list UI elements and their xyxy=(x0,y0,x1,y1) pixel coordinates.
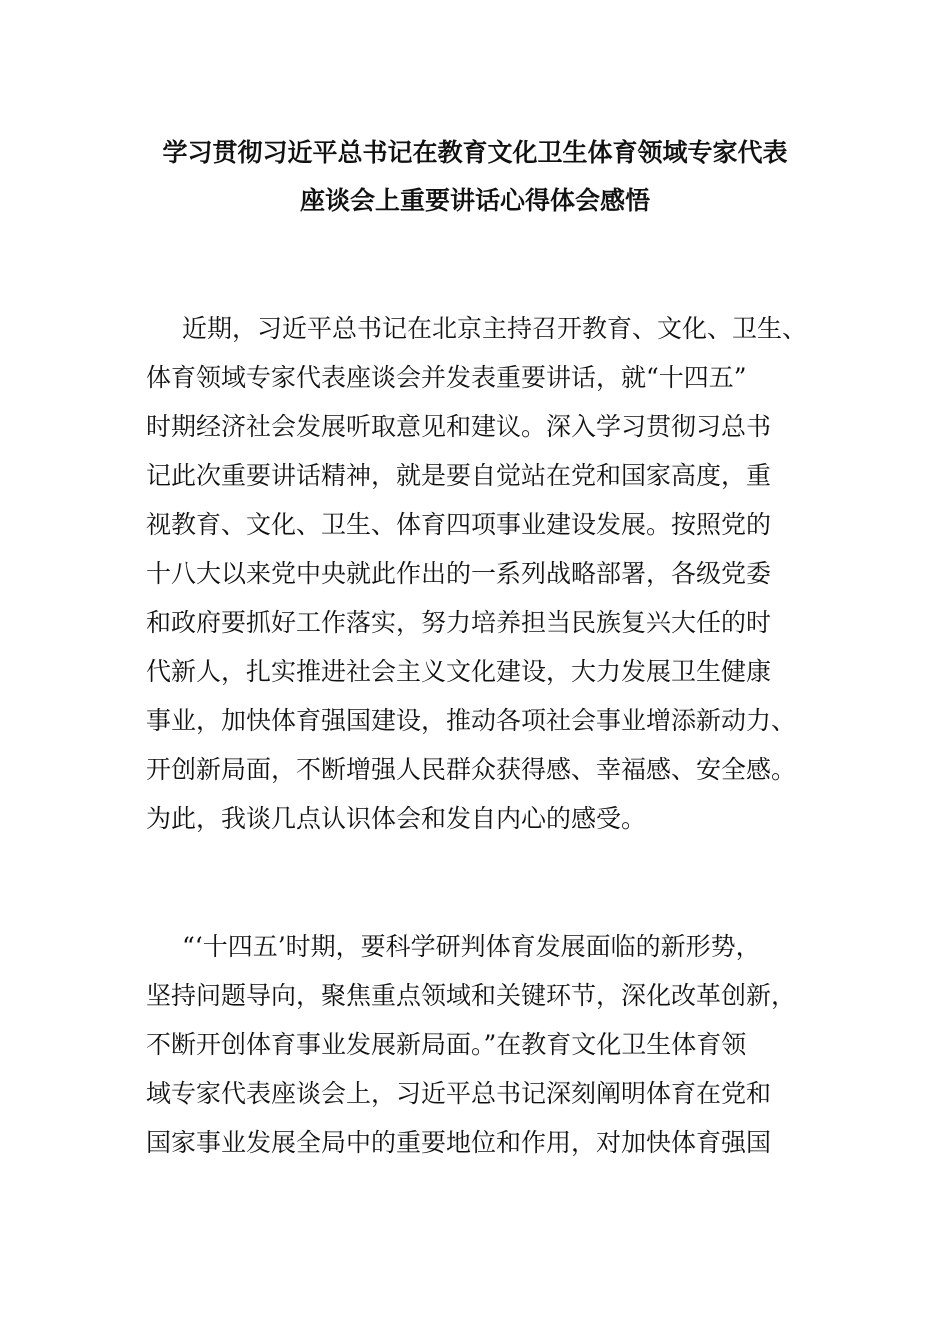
paragraph-1-line-9: 事业，加快体育强国建设，推动各项社会事业增添新动力、 xyxy=(146,706,797,735)
paragraph-2-line-1: “‘十四五’时期，要科学研判体育发展面临的新形势， xyxy=(182,932,761,961)
paragraph-1-line-1: 近期，习近平总书记在北京主持召开教育、文化、卫生、 xyxy=(182,314,808,343)
paragraph-1-line-10: 开创新局面，不断增强人民群众获得感、幸福感、安全感。 xyxy=(146,755,797,784)
paragraph-2-line-5: 国家事业发展全局中的重要地位和作用，对加快体育强国 xyxy=(146,1128,772,1157)
paragraph-2-line-3: 不断开创体育事业发展新局面。”在教育文化卫生体育领 xyxy=(146,1030,747,1059)
document-title-line-2: 座谈会上重要讲话心得体会感悟 xyxy=(299,186,650,215)
paragraph-1-line-6: 十八大以来党中央就此作出的一系列战略部署，各级党委 xyxy=(146,559,772,588)
paragraph-2-line-4: 域专家代表座谈会上，习近平总书记深刻阐明体育在党和 xyxy=(146,1079,772,1108)
paragraph-1-line-8: 代新人，扎实推进社会主义文化建设，大力发展卫生健康 xyxy=(146,657,772,686)
paragraph-1-line-7: 和政府要抓好工作落实，努力培养担当民族复兴大任的时 xyxy=(146,608,772,637)
document-title-line-1: 学习贯彻习近平总书记在教育文化卫生体育领域专家代表 xyxy=(162,138,788,167)
paragraph-1-line-11: 为此，我谈几点认识体会和发自内心的感受。 xyxy=(146,804,647,833)
paragraph-1-line-5: 视教育、文化、卫生、体育四项事业建设发展。按照党的 xyxy=(146,510,772,539)
paragraph-1-line-3: 时期经济社会发展听取意见和建议。深入学习贯彻习总书 xyxy=(146,412,772,441)
paragraph-2-line-2: 坚持问题导向，聚焦重点领域和关键环节，深化改革创新， xyxy=(146,981,797,1010)
paragraph-1-line-4: 记此次重要讲话精神，就是要自觉站在党和国家高度，重 xyxy=(146,461,772,490)
paragraph-1-line-2: 体育领域专家代表座谈会并发表重要讲话，就“十四五” xyxy=(146,363,747,392)
